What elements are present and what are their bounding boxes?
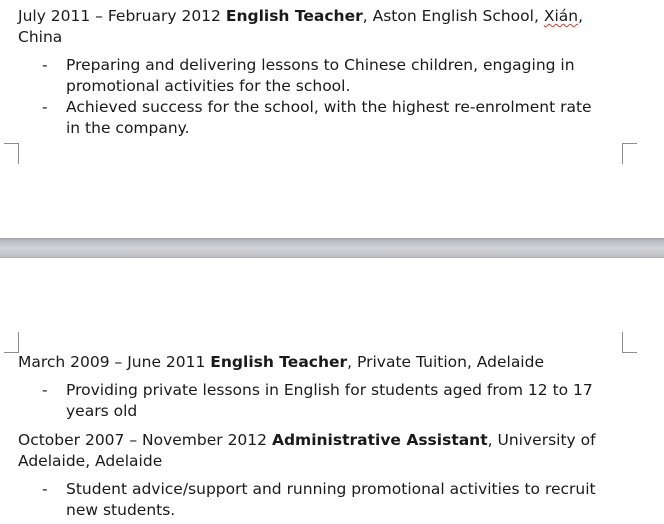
experience-entry — [18, 352, 618, 422]
entry-title: Administrative Assistant — [271, 431, 488, 449]
list-item — [18, 55, 618, 97]
entry-location: , China — [18, 7, 584, 46]
entry-dates: October 2007 – November 2012 — [18, 431, 268, 449]
bullet-dash: - — [42, 480, 48, 498]
entry-dates: March 2009 – June 2011 — [18, 353, 206, 371]
margin-corner-mark — [4, 332, 19, 353]
entry-bullet-list — [18, 479, 618, 521]
bullet-dash: - — [42, 56, 48, 74]
bullet-dash: - — [42, 381, 48, 399]
bullet-text: Preparing and delivering lessons to Chinese children, engaging in promotional activities for the school. — [66, 56, 575, 95]
bullet-dash: - — [42, 98, 48, 116]
page-break-gap — [0, 238, 664, 258]
list-item — [18, 97, 618, 139]
margin-corner-mark — [4, 143, 19, 164]
entry-bullet-list — [18, 380, 618, 422]
entry-dates: July 2011 – February 2012 — [18, 7, 221, 25]
experience-entry — [18, 6, 618, 139]
margin-corner-mark — [622, 143, 637, 164]
entry-title: English Teacher — [225, 7, 363, 25]
bullet-text: Student advice/support and running promotional activities to recruit new students. — [66, 480, 596, 519]
experience-entry — [18, 430, 618, 521]
bullet-text: Achieved success for the school, with the highest re-enrolment rate in the company. — [66, 98, 592, 137]
entry-heading: July 2011 – February 2012 English Teacher, Aston English School, Xián, China — [18, 7, 584, 46]
list-item — [18, 479, 618, 521]
entry-organization: University of Adelaide, Adelaide — [18, 431, 596, 470]
entry-title: English Teacher — [210, 353, 348, 371]
entry-heading: October 2007 – November 2012 Administrative Assistant, University of Adelaide, Adelaide — [18, 431, 596, 470]
entry-organization: Aston English School, — [372, 7, 539, 25]
misspelled-word[interactable]: Xián — [543, 7, 579, 25]
bullet-text: Providing private lessons in English for students aged from 12 to 17 years old — [66, 381, 593, 420]
list-item — [18, 380, 618, 422]
entry-heading: March 2009 – June 2011 English Teacher, Private Tuition, Adelaide — [18, 353, 544, 371]
margin-corner-mark — [622, 332, 637, 353]
entry-bullet-list — [18, 55, 618, 139]
entry-organization: Private Tuition, Adelaide — [357, 353, 544, 371]
